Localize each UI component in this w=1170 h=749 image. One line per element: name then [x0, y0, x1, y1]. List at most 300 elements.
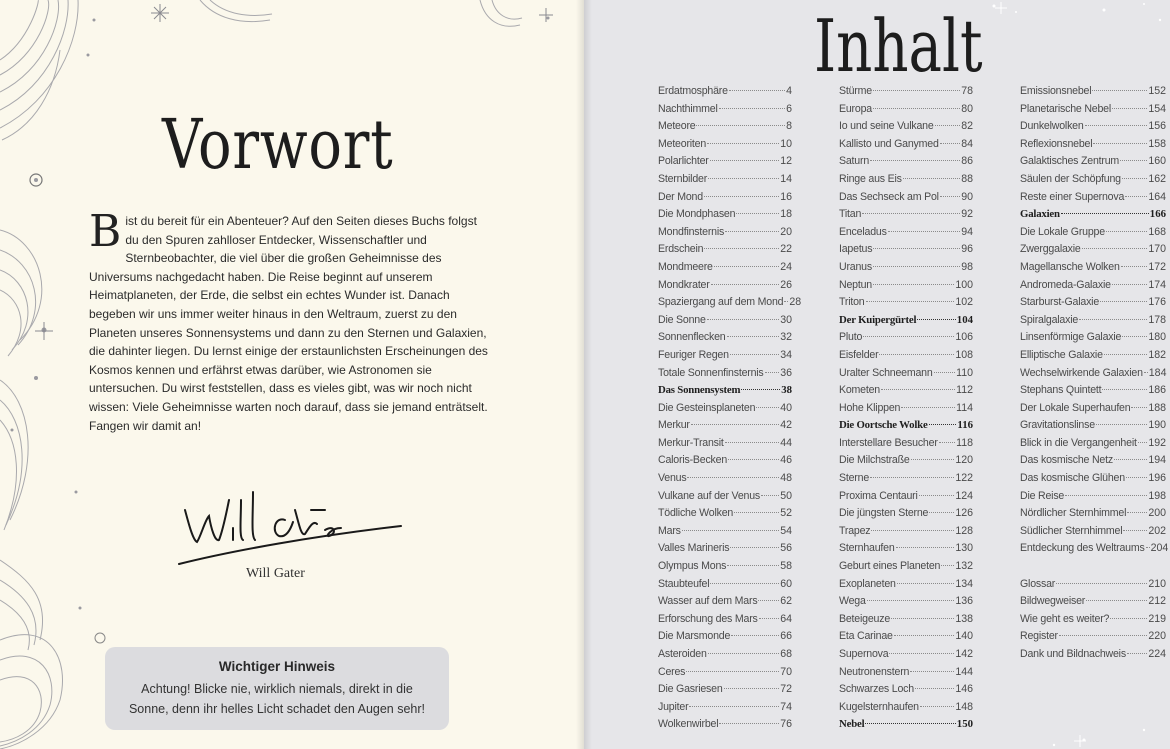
toc-entry-page: 12 — [780, 155, 792, 168]
toc-entry — [839, 613, 973, 631]
toc-entry-title: Mondfinsternis — [658, 225, 725, 238]
toc-leader-dots — [761, 495, 779, 496]
toc-entry-title: Merkur — [658, 419, 690, 432]
toc-leader-dots — [879, 354, 954, 355]
toc-entry-page: 62 — [780, 595, 792, 608]
toc-entry — [1020, 419, 1166, 437]
toc-leader-dots — [867, 600, 955, 601]
toc-entry-page: 118 — [956, 436, 973, 449]
toc-entry — [839, 314, 973, 332]
toc-entry-title: Linsenförmige Galaxie — [1020, 331, 1122, 344]
toc-entry-page: 68 — [780, 648, 792, 660]
toc-leader-dots — [708, 653, 780, 654]
toc-entry-page: 140 — [955, 630, 973, 643]
toc-entry-title: Zwerggalaxie — [1020, 243, 1081, 256]
toc-leader-dots — [1122, 336, 1147, 337]
toc-entry-page: 30 — [780, 313, 792, 326]
toc-entry-title: Uranus — [839, 260, 872, 273]
toc-entry-page: 80 — [961, 102, 973, 115]
toc-leader-dots — [1093, 143, 1147, 144]
toc-entry-title: Spiralgalaxie — [1020, 313, 1079, 326]
toc-leader-dots — [728, 459, 779, 460]
toc-entry-title: Blick in die Vergangenheit — [1020, 436, 1137, 449]
toc-entry — [658, 490, 792, 508]
toc-leader-dots — [686, 671, 779, 672]
toc-entry — [1020, 402, 1166, 420]
toc-entry — [658, 701, 792, 719]
toc-entry — [1020, 208, 1166, 226]
toc-entry-title: Iapetus — [839, 243, 873, 256]
toc-entry-page: 100 — [955, 278, 973, 291]
toc-entry-title: Ringe aus Eis — [839, 172, 902, 185]
toc-entry — [839, 85, 973, 103]
toc-entry — [839, 454, 973, 472]
toc-entry-page: 116 — [957, 419, 973, 432]
toc-leader-dots — [935, 125, 961, 126]
toc-entry — [839, 296, 973, 314]
toc-entry-title: Spaziergang auf dem Mond — [658, 296, 784, 309]
toc-entry — [1020, 243, 1166, 261]
toc-entry-title: Dank und Bildnachweis — [1020, 648, 1126, 660]
toc-entry-page: 134 — [955, 577, 973, 590]
toc-entry-page: 84 — [961, 137, 973, 150]
toc-entry-title: Glossar — [1020, 577, 1056, 590]
toc-entry-page: 98 — [961, 260, 973, 273]
toc-leader-dots — [1082, 248, 1148, 249]
toc-entry — [658, 402, 792, 420]
toc-leader-dots — [873, 248, 960, 249]
toc-entry-page: 150 — [956, 718, 973, 731]
toc-leader-dots — [1100, 301, 1147, 302]
toc-leader-dots — [1102, 389, 1147, 390]
toc-entry-page: 70 — [780, 665, 792, 678]
toc-entry-page: 102 — [955, 296, 973, 309]
toc-entry-page: 224 — [1148, 648, 1166, 660]
toc-entry-title: Totale Sonnenfinsternis — [658, 366, 764, 379]
toc-entry-page: 156 — [1148, 120, 1166, 133]
toc-entry — [658, 507, 792, 525]
toc-entry-page: 64 — [780, 612, 792, 625]
toc-entry — [839, 155, 973, 173]
toc-entry-page: 74 — [780, 700, 792, 713]
toc-leader-dots — [704, 196, 779, 197]
toc-entry-title: Exoplaneten — [839, 577, 896, 590]
toc-entry — [839, 103, 973, 121]
toc-leader-dots — [1127, 512, 1147, 513]
toc-entry-page: 96 — [961, 243, 973, 256]
toc-leader-dots — [862, 213, 960, 214]
toc-entry-page: 82 — [961, 120, 973, 133]
toc-entry-title: Das kosmische Glühen — [1020, 472, 1125, 485]
toc-entry-title: Neutronenstern — [839, 665, 910, 678]
toc-entry-title: Die Mondphasen — [658, 208, 736, 221]
toc-leader-dots — [759, 618, 780, 619]
toc-entry-page: 192 — [1148, 436, 1166, 449]
toc-entry — [1020, 630, 1166, 648]
toc-entry-title: Die jüngsten Sterne — [839, 507, 929, 520]
toc-leader-dots — [736, 213, 779, 214]
toc-leader-dots — [866, 301, 955, 302]
toc-entry-page: 104 — [956, 313, 973, 326]
toc-entry-title: Proxima Centauri — [839, 489, 918, 502]
toc-entry-title: Nördlicher Sternhimmel — [1020, 507, 1127, 520]
toc-entry-title: Sonnenflecken — [658, 331, 726, 344]
toc-leader-dots — [888, 231, 961, 232]
toc-entry-page: 66 — [780, 630, 792, 643]
toc-entry-title: Andromeda-Galaxie — [1020, 278, 1111, 291]
toc-entry — [839, 560, 973, 578]
toc-leader-dots — [1092, 90, 1147, 91]
toc-entry-page: 14 — [780, 172, 792, 185]
toc-entry — [839, 419, 973, 437]
toc-entry — [1020, 155, 1166, 173]
toc-leader-dots — [765, 372, 780, 373]
toc-entry — [839, 490, 973, 508]
contents-title: Inhalt — [814, 4, 983, 88]
toc-entry-title: Mondkrater — [658, 278, 710, 291]
toc-entry-title: Tödliche Wolken — [658, 507, 734, 520]
toc-entry — [658, 437, 792, 455]
foreword-title: Vorwort — [162, 106, 394, 185]
toc-entry-title: Reflexionsnebel — [1020, 137, 1093, 150]
toc-entry-page: 198 — [1148, 489, 1166, 502]
toc-leader-dots — [1086, 600, 1147, 601]
toc-leader-dots — [1144, 372, 1148, 373]
toc-leader-dots — [714, 266, 779, 267]
toc-entry-title: Die Gesteinsplaneten — [658, 401, 756, 414]
toc-entry-page: 144 — [955, 665, 973, 678]
toc-entry — [839, 279, 973, 297]
contents-page — [584, 0, 1170, 749]
toc-entry-title: Bildwegweiser — [1020, 595, 1086, 608]
toc-leader-dots — [929, 424, 957, 425]
toc-entry-title: Vulkane auf der Venus — [658, 489, 761, 502]
toc-entry — [658, 279, 792, 297]
toc-leader-dots — [1056, 583, 1147, 584]
toc-entry-title: Erdschein — [658, 243, 704, 256]
toc-entry — [658, 560, 792, 578]
toc-leader-dots — [929, 512, 954, 513]
foreword-paragraph: ist du bereit für ein Abenteuer? Auf den Seiten dieses Buchs folgst du den Spuren zahlloser Entdecker, Wissenschaftler und Sternbeobachter, die viel über die großen Geheimnisse des Universums nachgedacht haben. Die Reise beginnt auf unserem Heimatplaneten, der Erde, die selbst ein echtes Wunder ist. Danach begeben wir uns immer weiter hinaus in den Weltraum, zuerst zu den Planeten unseres Sonnensystems und dann zu den Sternen und Galaxien, die dahinter liegen. Du lernst einige der erstaunlichsten Erscheinungen des Kosmos kennen und erfährst etwas darüber, wie Astronomen sie untersuchen. Du wirst feststellen, dass es vieles gibt, was wir noch nicht wissen: Viele Geheimnisse warten noch darauf, dass sie jemand enträtselt. Fangen wir damit an! — [89, 214, 488, 433]
toc-entry — [839, 173, 973, 191]
toc-entry-page: 114 — [956, 401, 973, 414]
toc-entry — [1020, 191, 1166, 209]
toc-entry — [658, 314, 792, 332]
toc-entry-page: 142 — [955, 648, 973, 660]
toc-entry-page: 194 — [1148, 454, 1166, 467]
toc-entry — [658, 666, 792, 684]
toc-entry-page: 40 — [780, 401, 792, 414]
toc-entry-title: Neptun — [839, 278, 872, 291]
toc-leader-dots — [725, 231, 779, 232]
toc-entry-title: Meteoriten — [658, 137, 707, 150]
toc-leader-dots — [731, 635, 779, 636]
toc-entry — [839, 120, 973, 138]
toc-entry-title: Starburst-Galaxie — [1020, 296, 1100, 309]
toc-entry-title: Die Gasriesen — [658, 683, 723, 696]
toc-entry-page: 4 — [786, 85, 792, 97]
toc-entry-page: 52 — [780, 507, 792, 520]
toc-leader-dots — [756, 407, 779, 408]
toc-leader-dots — [920, 706, 954, 707]
toc-entry-page: 196 — [1148, 472, 1166, 485]
toc-entry — [658, 542, 792, 560]
toc-entry — [1020, 85, 1166, 103]
toc-entry — [1020, 279, 1166, 297]
toc-entry-page: 58 — [780, 560, 792, 573]
toc-entry — [1020, 542, 1169, 560]
toc-leader-dots — [711, 284, 780, 285]
toc-entry-title: Feuriger Regen — [658, 348, 729, 361]
toc-entry-page: 106 — [955, 331, 973, 344]
toc-entry-title: Kometen — [839, 384, 881, 397]
toc-entry-title: Polarlichter — [658, 155, 709, 168]
toc-entry-title: Das Sonnensystem — [658, 384, 741, 397]
toc-entry-title: Der Mond — [658, 190, 703, 203]
toc-leader-dots — [725, 442, 780, 443]
toc-leader-dots — [710, 160, 780, 161]
toc-entry-title: Supernova — [839, 648, 889, 660]
toc-entry-page: 24 — [780, 260, 792, 273]
toc-entry-page: 10 — [780, 137, 792, 150]
toc-entry-page: 170 — [1148, 243, 1166, 256]
toc-leader-dots — [741, 389, 780, 390]
toc-entry — [658, 85, 792, 103]
toc-entry-page: 56 — [780, 542, 792, 555]
toc-entry-page: 132 — [955, 560, 973, 573]
toc-entry-title: Schwarzes Loch — [839, 683, 914, 696]
toc-entry — [839, 525, 973, 543]
toc-leader-dots — [919, 495, 955, 496]
toc-leader-dots — [870, 160, 960, 161]
toc-entry-page: 158 — [1148, 137, 1166, 150]
toc-entry-page: 188 — [1148, 401, 1166, 414]
toc-entry-title: Asteroiden — [658, 648, 707, 660]
toc-entry-page: 42 — [780, 419, 792, 432]
toc-entry-title: Säulen der Schöpfung — [1020, 172, 1121, 185]
toc-entry-title: Merkur-Transit — [658, 436, 724, 449]
toc-entry — [1020, 314, 1166, 332]
toc-leader-dots — [730, 354, 779, 355]
toc-entry — [1020, 613, 1166, 631]
toc-entry-title: Wie geht es weiter? — [1020, 612, 1110, 625]
toc-entry-title: Saturn — [839, 155, 870, 168]
toc-leader-dots — [901, 407, 955, 408]
toc-leader-dots — [889, 653, 954, 654]
toc-entry-title: Die Reise — [1020, 489, 1065, 502]
toc-entry — [1020, 173, 1166, 191]
toc-entry — [1020, 226, 1166, 244]
toc-entry-title: Die Oortsche Wolke — [839, 419, 928, 432]
toc-leader-dots — [1125, 196, 1147, 197]
toc-leader-dots — [939, 442, 955, 443]
toc-entry — [1020, 367, 1166, 385]
toc-entry — [839, 349, 973, 367]
toc-leader-dots — [897, 583, 955, 584]
toc-leader-dots — [1110, 618, 1147, 619]
toc-entry — [839, 507, 973, 525]
toc-entry — [658, 613, 792, 631]
toc-entry — [658, 103, 792, 121]
toc-entry-page: 136 — [955, 595, 973, 608]
toc-leader-dots — [689, 706, 779, 707]
toc-leader-dots — [707, 319, 780, 320]
toc-entry-page: 164 — [1148, 190, 1166, 203]
toc-entry-page: 184 — [1148, 366, 1167, 379]
toc-entry-page: 148 — [955, 700, 973, 713]
toc-entry — [839, 384, 973, 402]
toc-entry-title: Geburt eines Planeten — [839, 560, 941, 573]
toc-leader-dots — [1138, 442, 1148, 443]
toc-entry-page: 126 — [955, 507, 973, 520]
toc-entry-page: 146 — [955, 683, 973, 696]
toc-leader-dots — [891, 618, 954, 619]
toc-entry — [658, 683, 792, 701]
toc-leader-dots — [870, 477, 954, 478]
toc-leader-dots — [865, 723, 955, 724]
toc-entry-page: 220 — [1148, 630, 1166, 643]
toc-entry-page: 219 — [1148, 612, 1166, 625]
toc-entry — [839, 208, 973, 226]
toc-entry — [658, 454, 792, 472]
toc-entry — [839, 683, 973, 701]
toc-entry-title: Triton — [839, 296, 865, 309]
toc-entry — [1020, 384, 1166, 402]
toc-entry-title: Sterne — [839, 472, 870, 485]
toc-entry-title: Nebel — [839, 718, 865, 731]
toc-entry-title: Erforschung des Mars — [658, 612, 758, 625]
toc-leader-dots — [894, 635, 955, 636]
toc-leader-dots — [1059, 635, 1147, 636]
toc-entry-title: Interstellare Besucher — [839, 436, 938, 449]
toc-entry-title: Kugelsternhaufen — [839, 700, 919, 713]
toc-entry-title: Europa — [839, 102, 872, 115]
toc-entry — [1020, 507, 1166, 525]
toc-entry — [1020, 595, 1166, 613]
toc-entry-page: 124 — [955, 489, 973, 502]
toc-leader-dots — [940, 196, 960, 197]
toc-entry-page: 94 — [961, 225, 973, 238]
toc-leader-dots — [1085, 125, 1148, 126]
toc-entry — [658, 296, 802, 314]
toc-entry-page: 60 — [780, 577, 792, 590]
toc-entry — [839, 630, 973, 648]
toc-entry-page: 180 — [1148, 331, 1166, 344]
toc-leader-dots — [1121, 266, 1148, 267]
toc-leader-dots — [871, 530, 954, 531]
toc-entry-title: Wechselwirkende Galaxien — [1020, 366, 1143, 379]
signature-icon — [175, 480, 415, 570]
toc-entry — [1020, 331, 1166, 349]
toc-entry-page: 86 — [961, 155, 973, 168]
toc-leader-dots — [873, 108, 960, 109]
toc-entry-title: Venus — [658, 472, 687, 485]
toc-entry — [839, 666, 973, 684]
toc-entry-page: 212 — [1148, 595, 1166, 608]
toc-entry — [839, 191, 973, 209]
toc-entry — [1020, 525, 1166, 543]
toc-leader-dots — [881, 389, 955, 390]
toc-entry-page: 108 — [955, 348, 973, 361]
toc-leader-dots — [784, 301, 788, 302]
toc-entry-title: Galaxien — [1020, 208, 1060, 221]
toc-leader-dots — [1120, 160, 1147, 161]
toc-entry-title: Eisfelder — [839, 348, 879, 361]
toc-entry-title: Entdeckung des Weltraums — [1020, 542, 1145, 555]
toc-entry-title: Valles Marineris — [658, 542, 730, 555]
toc-leader-dots — [873, 284, 954, 285]
toc-entry-page: 172 — [1148, 260, 1166, 273]
toc-entry — [1020, 437, 1166, 455]
toc-entry-page: 16 — [780, 190, 792, 203]
toc-entry — [839, 542, 973, 560]
toc-leader-dots — [911, 459, 955, 460]
toc-entry-page: 28 — [789, 296, 802, 309]
toc-entry — [839, 402, 973, 420]
toc-leader-dots — [696, 125, 785, 126]
toc-entry — [1020, 120, 1166, 138]
toc-entry-title: Stürme — [839, 85, 872, 97]
toc-entry-title: Io und seine Vulkane — [839, 120, 934, 133]
toc-entry-title: Hohe Klippen — [839, 401, 901, 414]
toc-leader-dots — [1104, 354, 1148, 355]
toc-entry-title: Magellansche Wolken — [1020, 260, 1120, 273]
toc-leader-dots — [1096, 424, 1147, 425]
toc-entry-page: 6 — [786, 102, 792, 115]
toc-entry — [839, 701, 973, 719]
toc-entry — [839, 138, 973, 156]
toc-entry — [658, 120, 792, 138]
toc-entry-page: 154 — [1148, 102, 1166, 115]
toc-entry-page: 48 — [780, 472, 792, 485]
toc-entry-page: 78 — [961, 85, 973, 97]
toc-entry — [839, 226, 973, 244]
toc-entry-page: 34 — [780, 348, 792, 361]
toc-entry-title: Eta Carinae — [839, 630, 893, 643]
toc-leader-dots — [896, 547, 955, 548]
toc-entry-title: Galaktisches Zentrum — [1020, 155, 1120, 168]
toc-entry-title: Meteore — [658, 120, 696, 133]
toc-entry-title: Olympus Mons — [658, 560, 727, 573]
toc-entry-page: 176 — [1148, 296, 1166, 309]
foreword-page — [0, 0, 584, 749]
toc-entry-page: 204 — [1150, 542, 1169, 555]
toc-entry — [658, 525, 792, 543]
toc-leader-dots — [1131, 407, 1147, 408]
foreword-text — [89, 206, 489, 435]
toc-entry — [839, 648, 973, 666]
toc-entry — [658, 261, 792, 279]
toc-entry-page: 76 — [780, 718, 792, 731]
toc-entry-title: Das Sechseck am Pol — [839, 190, 939, 203]
toc-leader-dots — [863, 336, 954, 337]
toc-leader-dots — [1126, 477, 1147, 478]
toc-leader-dots — [903, 178, 960, 179]
toc-entry-page: 54 — [780, 524, 792, 537]
toc-entry-page: 210 — [1148, 577, 1166, 590]
toc-entry — [1020, 490, 1166, 508]
toc-entry — [658, 367, 792, 385]
toc-entry-page: 44 — [780, 436, 792, 449]
toc-entry-title: Nachthimmel — [658, 102, 718, 115]
toc-leader-dots — [910, 671, 954, 672]
toc-entry-title: Der Lokale Superhaufen — [1020, 401, 1131, 414]
toc-entry-page: 200 — [1148, 507, 1166, 520]
toc-entry-page: 26 — [780, 278, 792, 291]
toc-entry-title: Wega — [839, 595, 866, 608]
toc-entry-title: Staubteufel — [658, 577, 710, 590]
toc-entry-page: 166 — [1149, 208, 1166, 221]
